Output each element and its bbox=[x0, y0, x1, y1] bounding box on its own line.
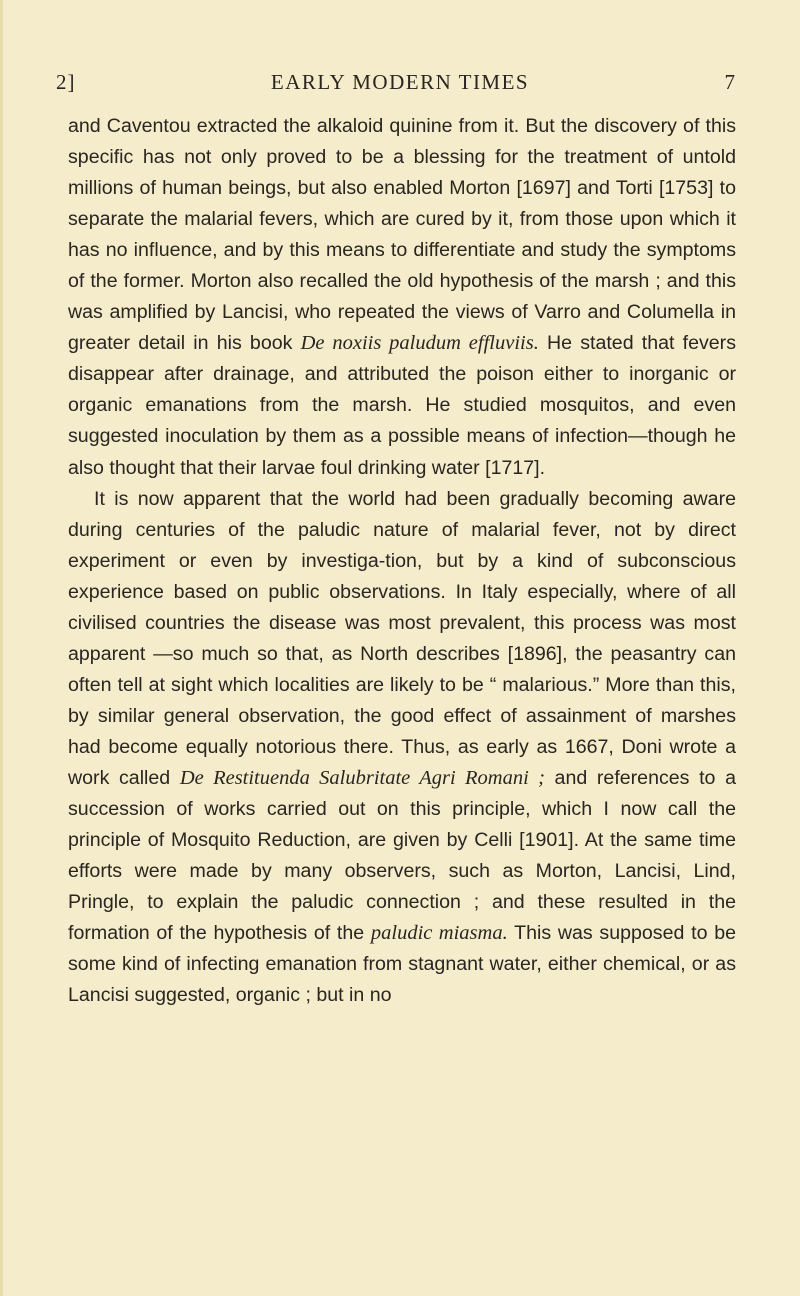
page-edge bbox=[0, 0, 3, 1296]
paragraph bbox=[68, 484, 736, 1012]
text-segment: This was supposed to be some kind of infecting emanation from stagnant water, either chemical, or as Lancisi suggested, organic ; but in no bbox=[68, 922, 736, 1007]
chapter-number: 2] bbox=[56, 70, 76, 94]
running-title: EARLY MODERN TIMES bbox=[270, 70, 530, 94]
page-number: 7 bbox=[724, 70, 736, 94]
paragraph bbox=[68, 111, 736, 484]
italic-title: De Restituenda Salubritate Agri Romani ; bbox=[179, 766, 545, 789]
running-header bbox=[56, 70, 736, 95]
italic-title: De noxiis paludum effluviis. bbox=[300, 332, 539, 355]
book-page bbox=[56, 70, 736, 1011]
text-segment: and references to a succession of works carried out on this principle, which I now call the principle of Mosquito Reduction, are given by Celli [1901]. At the same time efforts were made by many observers, such as Morton, Lancisi, Lind, Pringle, to explain the paludic connection ; and these resulted in the formation of the hypothesis of the bbox=[68, 766, 736, 945]
text-segment: He stated that fevers disappear after drainage, and attributed the poison either to inorganic or organic emanations from the marsh. He studied mosquitos, and even suggested inoculation by them as a possible means of infection—though he also thought that their larvae foul drinking water [1717]. bbox=[68, 332, 736, 479]
text-segment: It is now apparent that the world had been gradually becoming aware during centuries of the paludic nature of malarial fever, not by direct experiment or even by investiga-tion, but by a kind of subconscious experience based on public observations. In Italy especially, where of all civilised countries the disease was most prevalent, this process was most apparent —so much so that, as North describes [1896], the peasantry can often tell at sight which localities are likely to be “ malarious.” More than this, by similar general observation, the good effect of assainment of marshes had become equally notorious there. Thus, as early as 1667, Doni wrote a work called bbox=[68, 487, 736, 789]
text-segment: and Caventou extracted the alkaloid quinine from it. But the discovery of this specific has not only proved to be a blessing for the treatment of untold millions of human beings, but also enabled Morton [1697] and Torti [1753] to separate the malarial fevers, which are cured by it, from those upon which it has no influence, and by this means to differentiate and study the symptoms of the former. Morton also recalled the old hypothesis of the marsh ; and this was amplified by Lancisi, who repeated the views of Varro and Columella in greater detail in his book bbox=[68, 115, 736, 355]
body-text bbox=[68, 111, 736, 1011]
italic-term: paludic miasma. bbox=[370, 922, 508, 945]
